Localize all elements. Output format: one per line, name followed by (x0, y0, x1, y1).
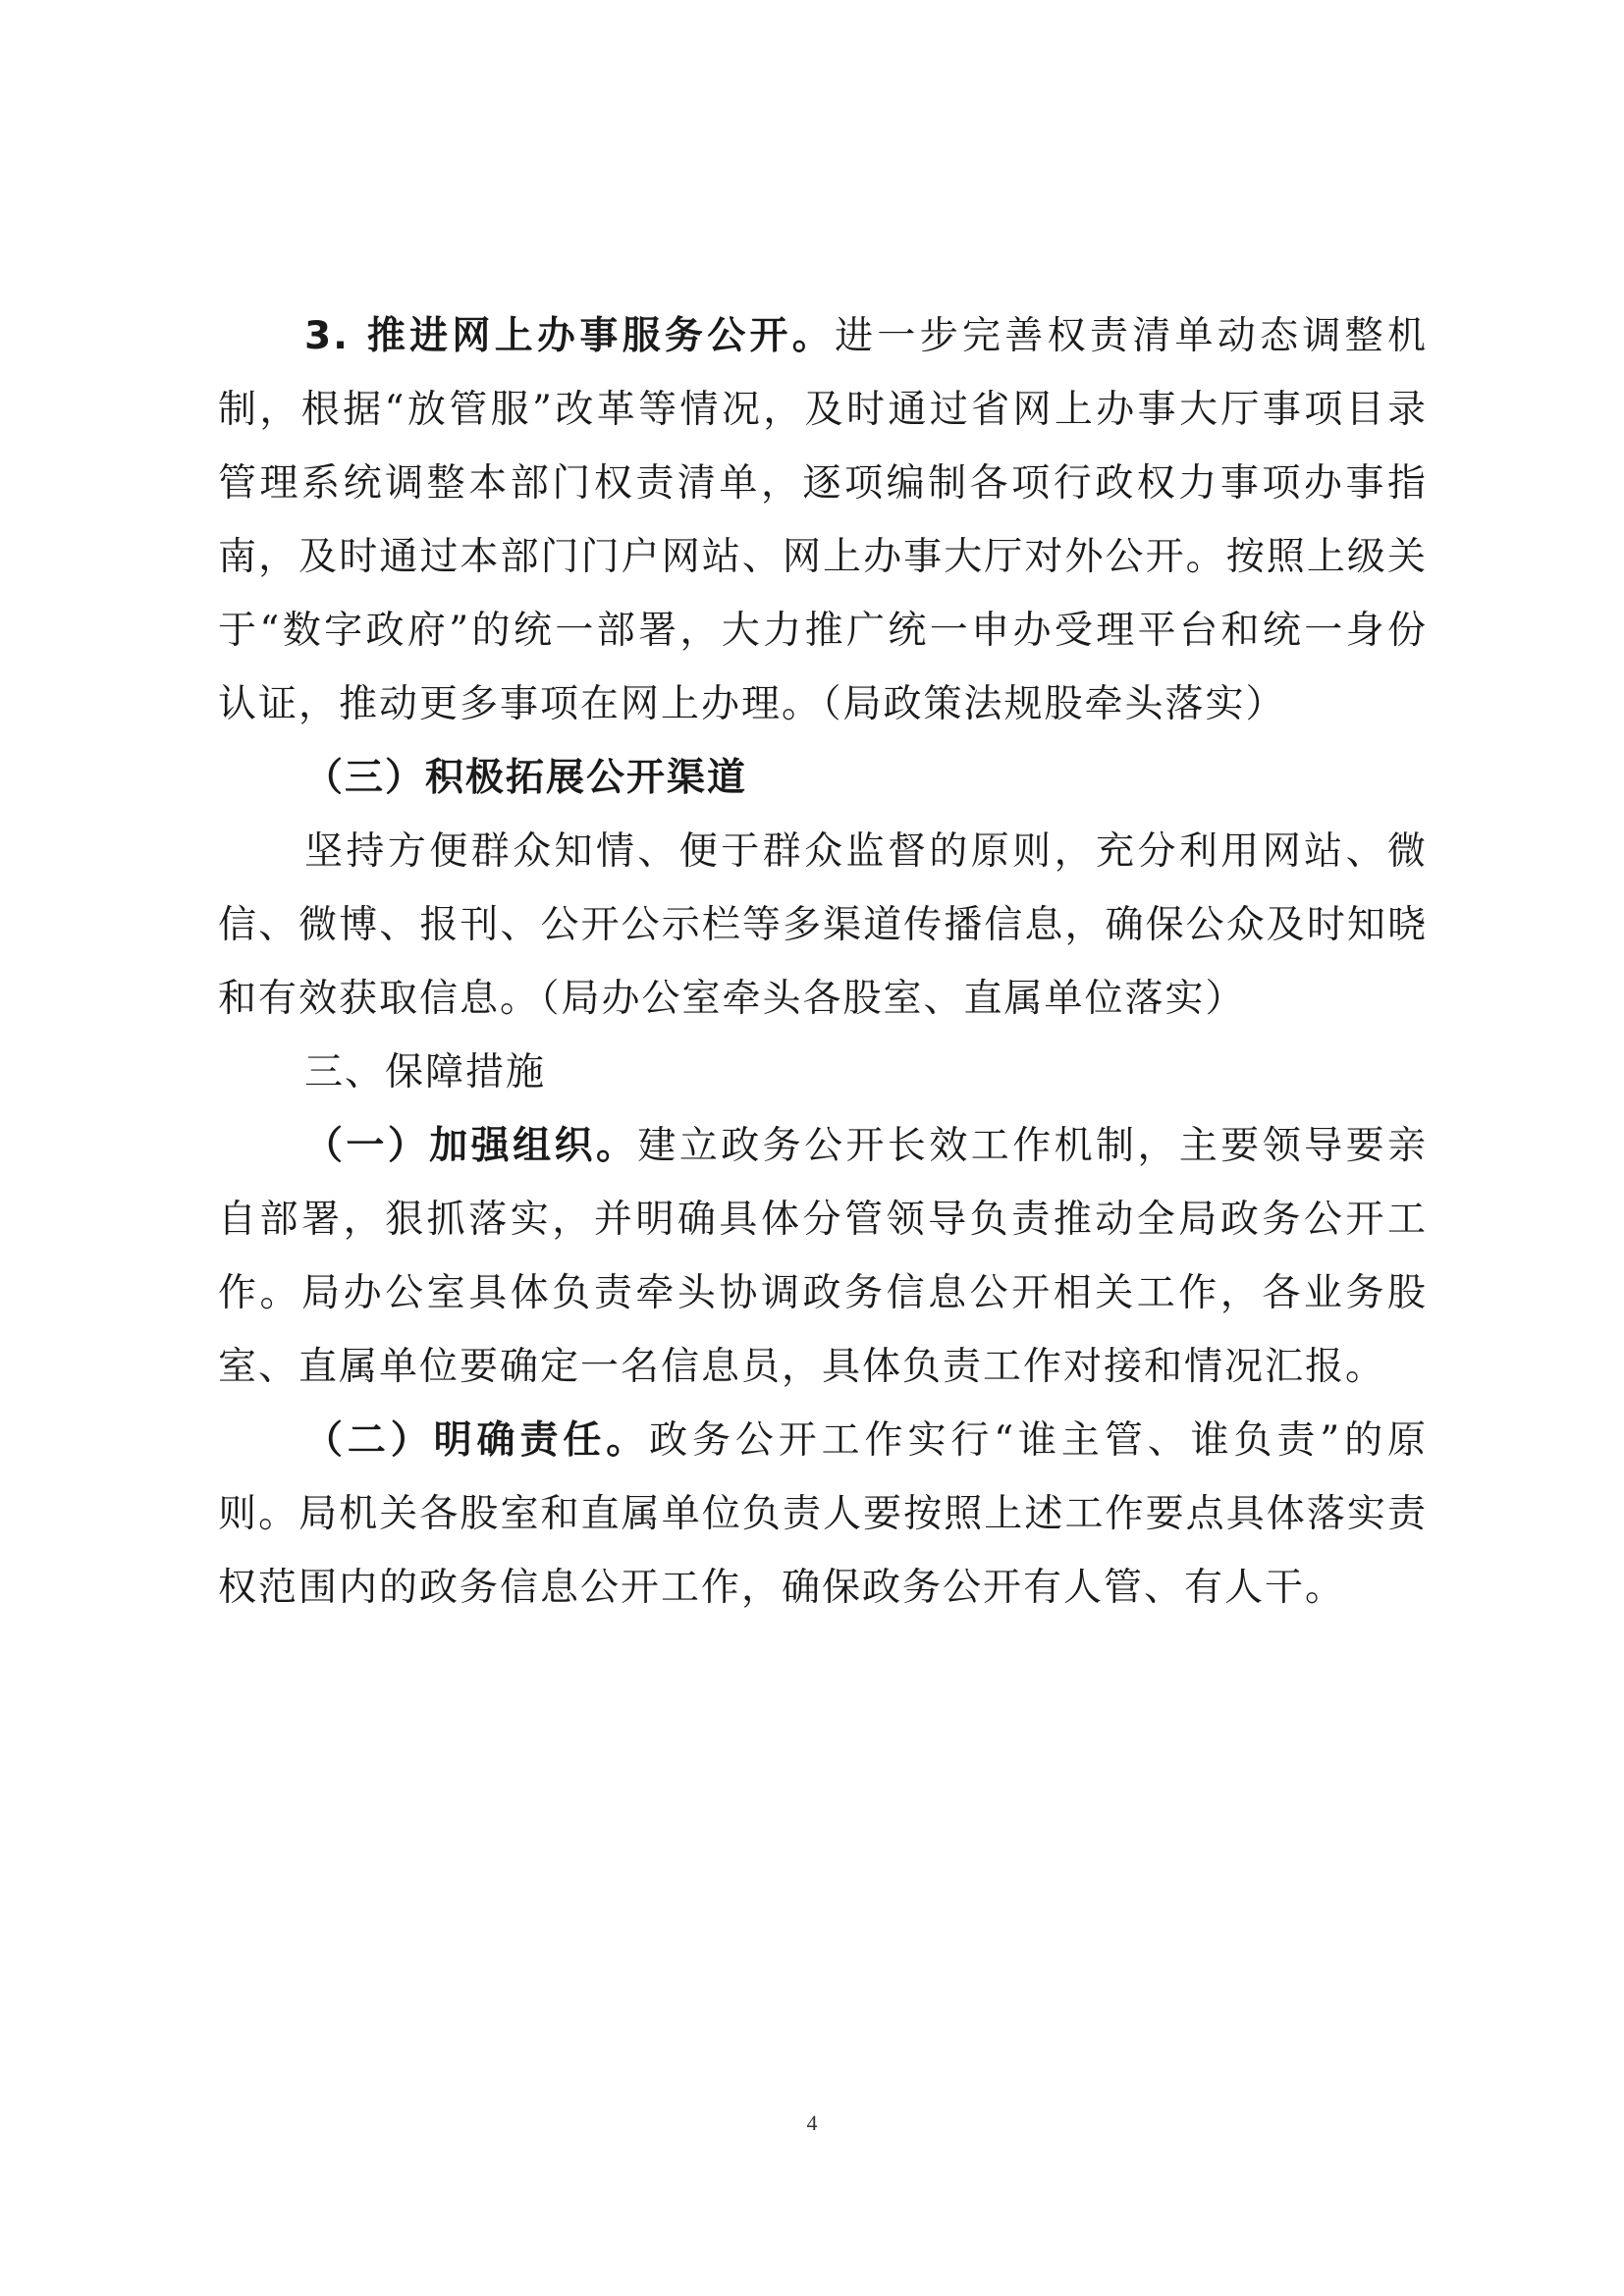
page-number: 4 (806, 2110, 818, 2135)
section-heading-safeguards: 三、保障措施 (304, 1050, 547, 1095)
paragraph-text: 政务公开工作实行“谁主管、谁负责”的原则。局机关各股室和直属单位负责人要按照上述工作要点具体落实责权范围内的政务信息公开工作，确保政务公开有人管、有人干。 (218, 1418, 1428, 1610)
paragraph-online-services (218, 299, 1428, 741)
paragraph-text: 进一步完善权责清单动态调整机制，根据“放管服”改革等情况，及时通过省网上办事大厅事项目录管理系统调整本部门权责清单，逐项编制各项行政权力事项办事指南，及时通过本部门门户网站、网上办事大厅对外公开。按照上级关于“数字政府”的统一部署，大力推广统一申办受理平台和统一身份认证，推动更多事项在网上办理。（局政策法规股牵头落实） (218, 314, 1428, 726)
paragraph-lead: 3. 推进网上办事服务公开。 (304, 314, 836, 358)
paragraph-text: 建立政务公开长效工作机制，主要领导要亲自部署，狠抓落实，并明确具体分管领导负责推动全局政务公开工作。局办公室具体负责牵头协调政务信息公开相关工作，各业务股室、直属单位要确定一名信息员，具体负责工作对接和情况汇报。 (218, 1124, 1428, 1389)
document-body (218, 299, 1428, 1625)
paragraph-organization (218, 1109, 1428, 1404)
paragraph-channels: 坚持方便群众知情、便于群众监督的原则，充分利用网站、微信、微博、报刊、公开公示栏等多渠道传播信息，确保公众及时知晓和有效获取信息。（局办公室牵头各股室、直属单位落实） (218, 829, 1428, 1021)
subsection-heading-channels: （三）积极拓展公开渠道 (304, 756, 748, 800)
paragraph-responsibility (218, 1404, 1428, 1625)
paragraph-lead: （二）明确责任。 (304, 1418, 650, 1463)
paragraph-lead: （一）加强组织。 (304, 1124, 638, 1168)
